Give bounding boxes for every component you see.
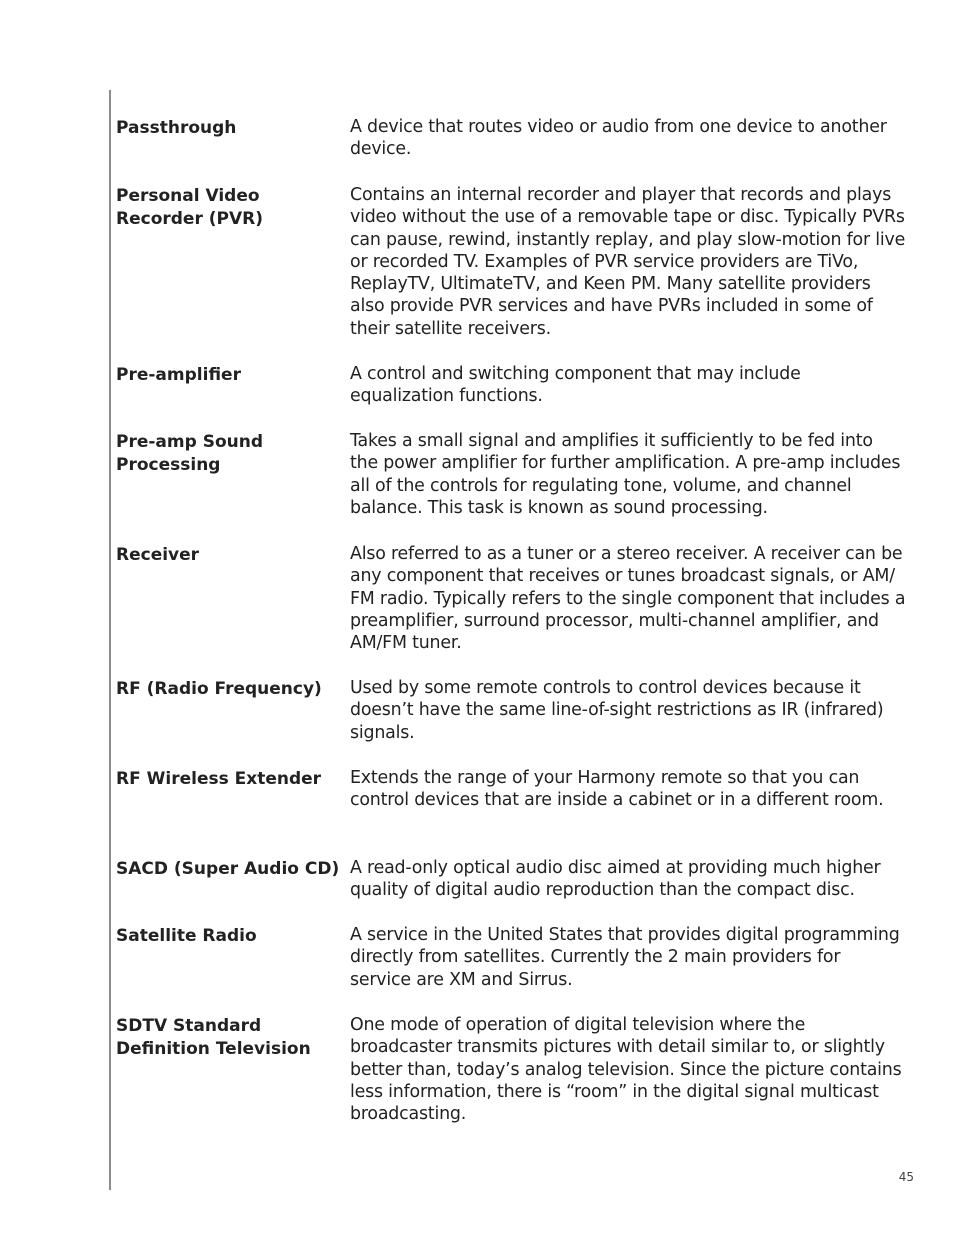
glossary-definition: Also referred to as a tuner or a stereo receiver. A receiver can be any component that receives or tunes broadcast signals, or AM/ FM radio. Typically refers to the single component that includes a preamplifier, surround processor, multi-channel amplifier, and AM/FM tuner. <box>350 544 906 654</box>
glossary-term: RF Wireless Extender <box>116 769 322 789</box>
glossary-entry <box>116 767 906 857</box>
glossary-term: Receiver <box>116 545 200 565</box>
glossary-definition: A read-only optical audio disc aimed at providing much higher quality of digital audio reproduction than the compact disc. <box>350 858 881 901</box>
glossary-entry <box>116 116 906 184</box>
glossary-entry <box>116 430 906 543</box>
glossary-term: Pre-amp Sound Processing <box>116 432 263 475</box>
left-margin-rule <box>109 90 111 1190</box>
glossary-entry <box>116 543 906 677</box>
glossary-definition: A device that routes video or audio from one device to another device. <box>350 117 887 160</box>
glossary-definition: Used by some remote controls to control devices because it doesn’t have the same line-of-sight restrictions as IR (infrared) signals. <box>350 678 884 743</box>
page-number: 45 <box>898 1170 914 1184</box>
glossary-term: SACD (Super Audio CD) <box>116 859 340 879</box>
glossary-entry <box>116 677 906 767</box>
glossary-term: Satellite Radio <box>116 926 257 946</box>
glossary-entry <box>116 1014 906 1134</box>
glossary-definition: Contains an internal recorder and player that records and plays video without the use of a removable tape or disc. Typically PVRs can pause, rewind, instantly replay, and play slow-motion for live or recorded TV. Examples of PVR service providers are TiVo, ReplayTV, UltimateTV, and Keen PM. Many satellite providers also provide PVR services and have PVRs included in some of their satellite receivers. <box>350 185 906 339</box>
glossary-definition: One mode of operation of digital television where the broadcaster transmits pictures with detail similar to, or slightly better than, today’s analog television. Since the picture contains less information, there is “room” in the digital signal multicast broadcasting. <box>350 1015 902 1125</box>
glossary-term: Pre-amplifier <box>116 365 241 385</box>
glossary-entry <box>116 924 906 1014</box>
glossary-definition: Extends the range of your Harmony remote so that you can control devices that are inside a cabinet or in a different room. <box>350 768 884 811</box>
glossary-term: Personal Video Recorder (PVR) <box>116 186 264 229</box>
glossary-entry <box>116 363 906 430</box>
glossary-term: Passthrough <box>116 118 237 138</box>
glossary-definition: A control and switching component that may include equalization functions. <box>350 364 801 407</box>
glossary-entry <box>116 184 906 363</box>
glossary-definition: A service in the United States that provides digital programming directly from satellites. Currently the 2 main providers for service are XM and Sirrus. <box>350 925 900 990</box>
glossary-entry <box>116 857 906 924</box>
glossary-definition: Takes a small signal and amplifies it sufficiently to be fed into the power amplifier for further amplification. A pre-amp includes all of the controls for regulating tone, volume, and channel balance. This task is known as sound processing. <box>350 431 901 518</box>
glossary-term: SDTV Standard Definition Television <box>116 1016 311 1059</box>
glossary-list <box>116 116 906 1134</box>
glossary-term: RF (Radio Frequency) <box>116 679 322 699</box>
